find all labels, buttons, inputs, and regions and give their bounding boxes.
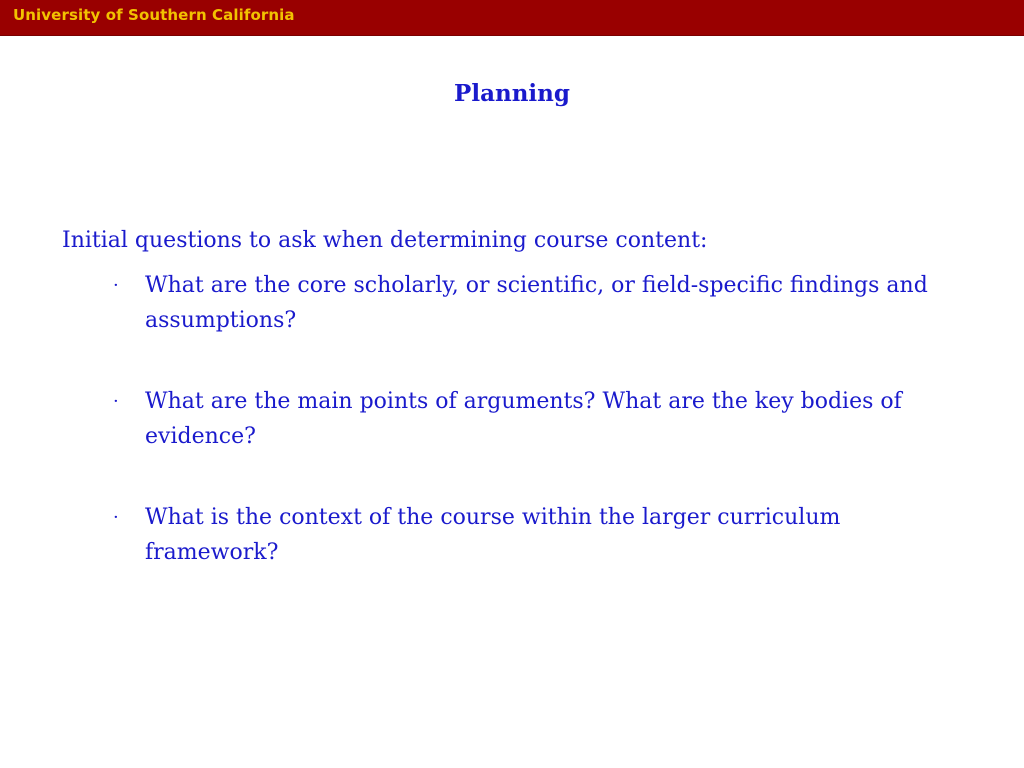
bullet-text: What are the core scholarly, or scientific, or field-specific findings and assumptions?	[145, 273, 928, 333]
usc-logo: University of Southern California	[13, 6, 295, 24]
bullet-item	[113, 500, 963, 570]
header-bar	[0, 0, 1024, 36]
bullet-marker: ·	[113, 275, 119, 296]
bullet-marker: ·	[113, 507, 119, 528]
bullet-text: What are the main points of arguments? What are the key bodies of evidence?	[145, 389, 902, 449]
bullet-item	[113, 384, 963, 454]
intro-text: Initial questions to ask when determining course content:	[62, 228, 708, 253]
bullet-text: What is the context of the course within the larger curriculum framework?	[145, 505, 841, 565]
bullet-item	[113, 268, 963, 338]
bullet-marker: ·	[113, 391, 119, 412]
slide-title: Planning	[454, 80, 570, 107]
